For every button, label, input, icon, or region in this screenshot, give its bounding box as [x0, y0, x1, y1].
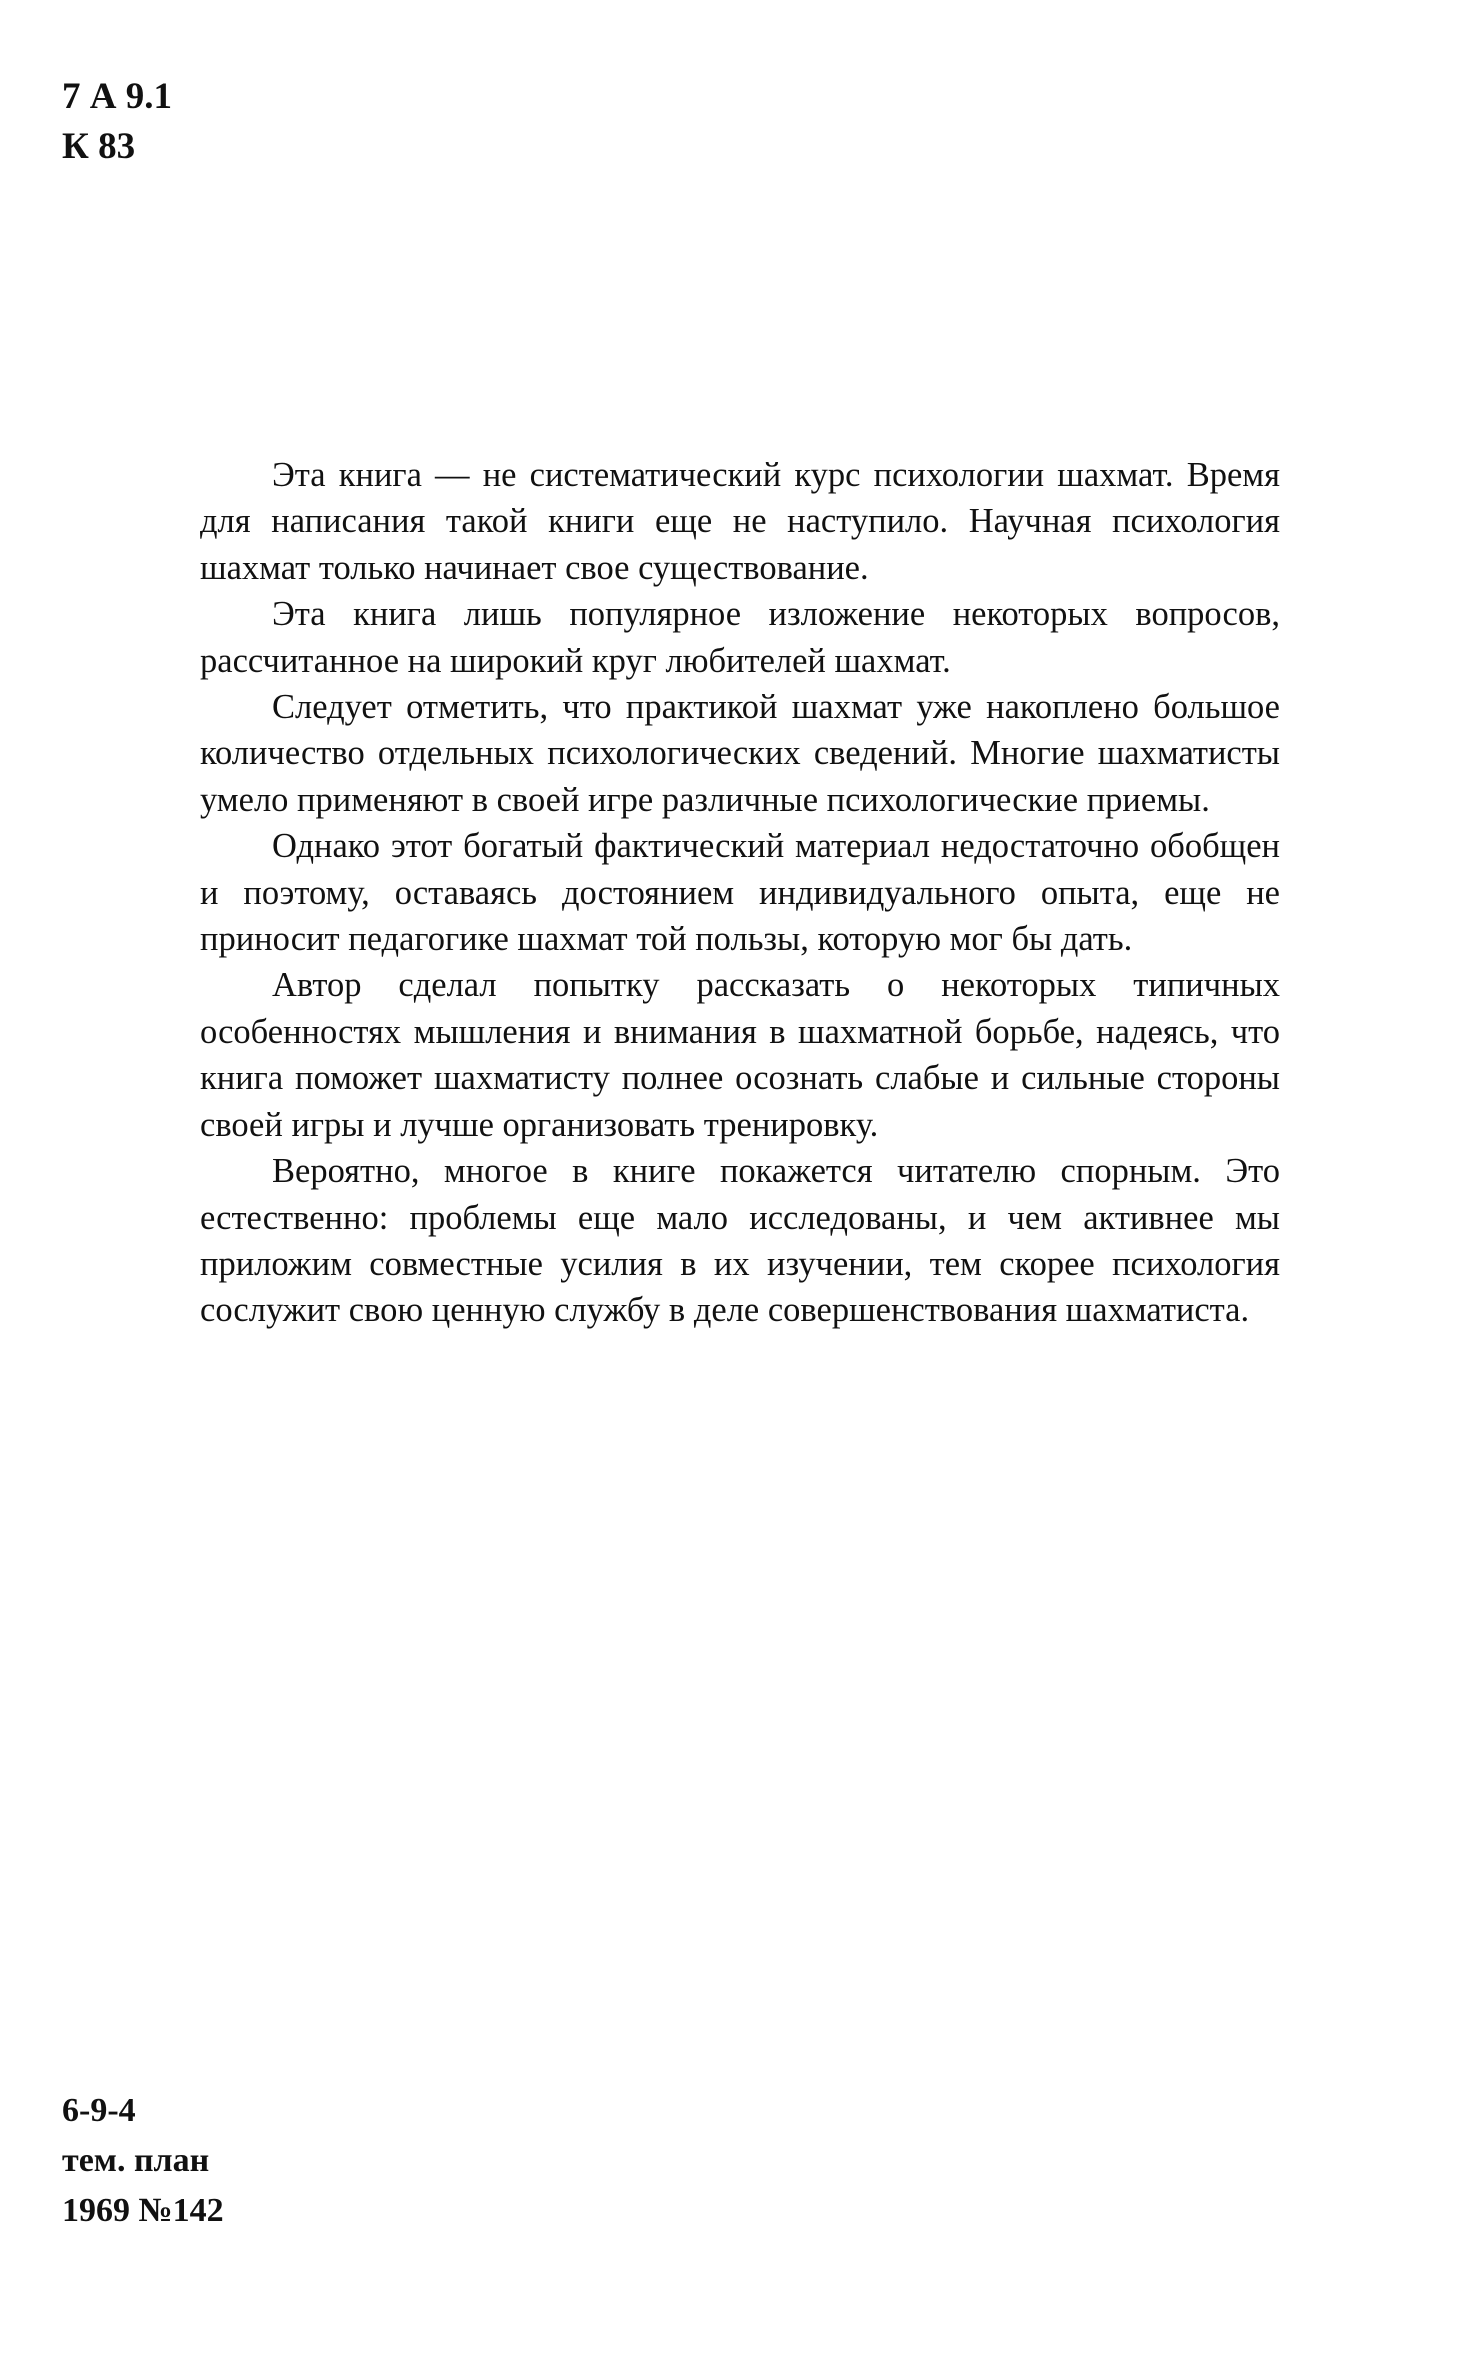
preface-paragraph: Автор сделал попытку рассказать о некоторых типичных особенностях мышления и внимания в шахматной борьбе, надеясь, что книга поможет шахматисту полнее осознать слабые и сильные стороны своей игры и лучше организовать тренировку. [200, 966, 1280, 1144]
plan-type: тем. план [62, 2142, 210, 2179]
preface-paragraph: Однако этот богатый фактический материал недостаточно обобщен и поэтому, оставаясь достоянием индивидуального опыта, еще не приносит педагогике шахмат той пользы, которую мог бы дать. [200, 827, 1280, 959]
classification-code: 7 А 9.1 [62, 76, 172, 117]
preface-paragraph: Эта книга — не систематический курс психологии шахмат. Время для написания такой книги еще не наступило. Научная психология шахмат только начинает свое существование. [200, 456, 1280, 587]
publishing-plan-info [62, 2086, 224, 2236]
preface-paragraph: Эта книга лишь популярное изложение некоторых вопросов, рассчитанное на широкий круг любителей шахмат. [200, 595, 1280, 680]
preface-text [200, 452, 1280, 1334]
library-classification [62, 72, 172, 172]
preface-paragraph: Следует отметить, что практикой шахмат уже накоплено большое количество отдельных психологических сведений. Многие шахматисты умело применяют в своей игре различные психологические приемы. [200, 688, 1280, 819]
plan-year-number: 1969 №142 [62, 2192, 224, 2229]
author-mark: К 83 [62, 126, 136, 167]
plan-code: 6-9-4 [62, 2092, 136, 2129]
preface-paragraph: Вероятно, многое в книге покажется читателю спорным. Это естественно: проблемы еще мало исследованы, и чем активнее мы приложим совместные усилия в их изучении, тем скорее психология сослужит свою ценную службу в деле совершенствования шахматиста. [200, 1152, 1280, 1330]
